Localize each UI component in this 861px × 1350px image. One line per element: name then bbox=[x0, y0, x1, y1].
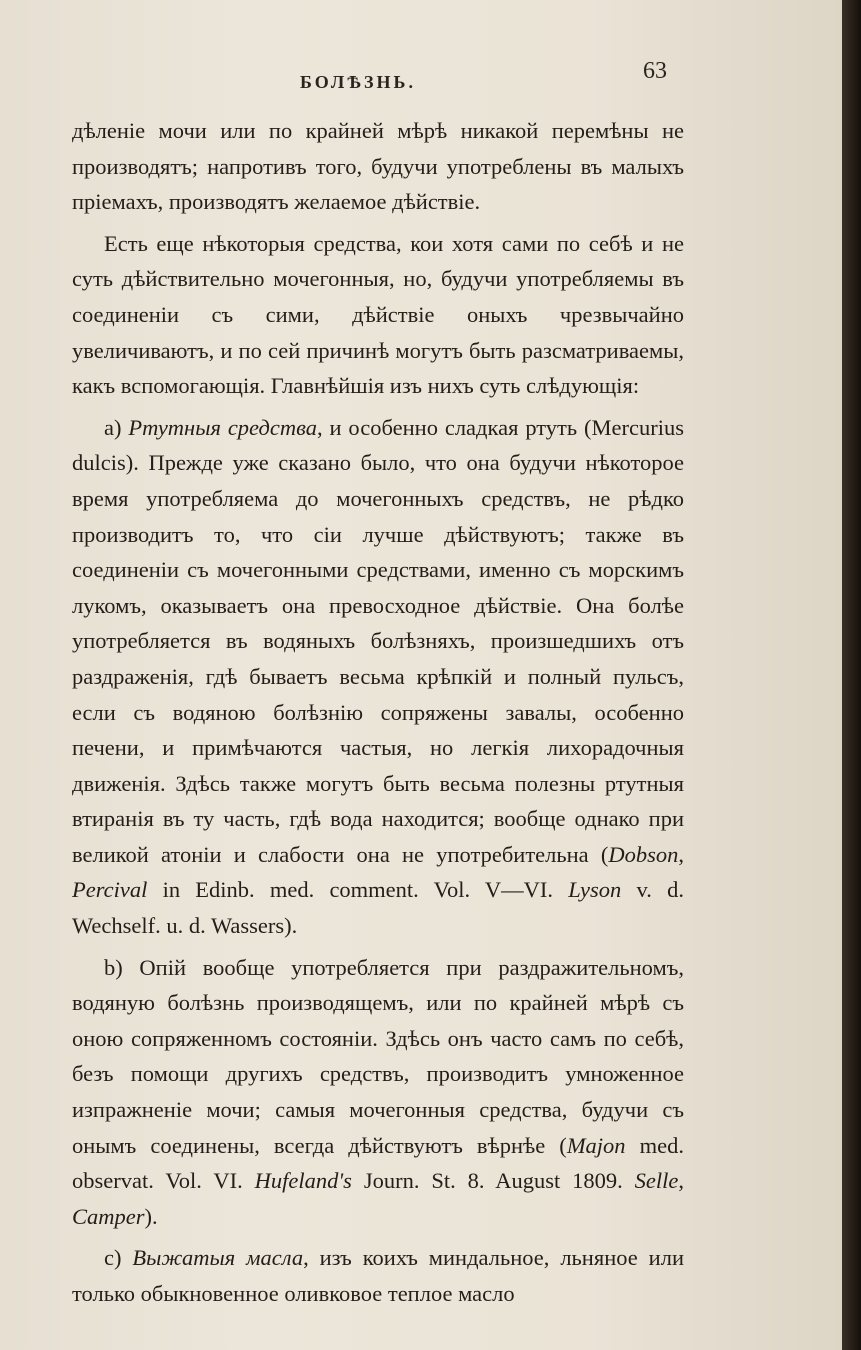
italic-text: Majon bbox=[566, 1132, 626, 1158]
page-number: 63 bbox=[643, 58, 667, 84]
text-segment: , и особенно сладкая ртуть (Mercurius dulcis). Прежде уже сказано было, что она будучи нѣкоторое время употребляема до мочегонныхъ средствъ, не рѣдко производитъ то, что сіи лучше дѣйствуютъ; также въ соединеніи съ мочегонными средствами, именно съ морскимъ лукомъ, оказываетъ она превосходное дѣйствіе. Она болѣе употребляется въ водяныхъ болѣзняхъ, произшедшихъ отъ раздраженія, гдѣ бываетъ весьма крѣпкій и полный пульсъ, если съ водяною болѣзнію сопряжены завалы, особенно печени, и примѣчаются частыя, но легкія лихорадочныя движенія. Здѣсь также могутъ быть весьма полезны ртутныя втиранія въ ту часть, гдѣ вода находится; вообще однако при великой атоніи и слабости она не употребительна ( bbox=[72, 414, 685, 867]
paragraph bbox=[72, 226, 684, 404]
text-segment: v. d. Wechself. u. d. Wassers). bbox=[72, 877, 684, 939]
running-head: БОЛѢЗНЬ. bbox=[300, 72, 416, 92]
page-header bbox=[0, 54, 842, 94]
text-segment: , bbox=[678, 1168, 684, 1194]
italic-text: Dobson bbox=[608, 841, 679, 867]
text-segment: Есть еще нѣкоторыя средства, кои хотя сами по себѣ и не суть дѣйствительно мочегонныя, но, будучи употребляемы въ соединеніи съ сими, дѣйствіе оныхъ чрезвычайно увеличиваютъ, и по сей причинѣ могутъ быть разсматриваемы, какъ вспомогающія. Главнѣйшія изъ нихъ суть слѣдующія: bbox=[72, 230, 684, 399]
book-spine bbox=[842, 0, 861, 1350]
text-segment: c) bbox=[104, 1245, 133, 1271]
paragraph bbox=[72, 1240, 684, 1311]
italic-text: Percival bbox=[72, 877, 148, 903]
italic-text: Ртутныя средства bbox=[128, 414, 317, 440]
text-segment: Journ. St. 8. August 1809. bbox=[351, 1168, 635, 1194]
italic-text: Lyson bbox=[568, 877, 622, 903]
italic-text: Selle bbox=[634, 1168, 679, 1194]
text-segment: b) Опій вообще употребляется при раздражительномъ, водяную болѣзнь производящемъ, или по крайней мѣрѣ съ оною сопряженномъ состояніи. Здѣсь онъ часто самъ по себѣ, безъ помощи другихъ средствъ, производитъ умноженное изпражненіе мочи; самыя мочегонныя средства, будучи съ онымъ соединены, всегда дѣйствуютъ вѣрнѣе ( bbox=[72, 954, 684, 1158]
body-text bbox=[72, 113, 684, 1318]
italic-text: Hufeland's bbox=[254, 1168, 352, 1194]
italic-text: Camper bbox=[72, 1203, 145, 1229]
text-segment: , изъ коихъ миндальное, льняное или только обыкновенное оливковое теплое масло bbox=[72, 1245, 684, 1306]
text-segment: a) bbox=[104, 414, 129, 440]
text-segment: in Edinb. med. comment. Vol. V—VI. bbox=[147, 877, 569, 903]
paragraph bbox=[72, 950, 684, 1235]
text-segment: med. observat. Vol. VI. bbox=[72, 1132, 684, 1194]
text-segment: дѣленіе мочи или по крайней мѣрѣ никакой перемѣны не производятъ; напротивъ того, будучи употреблены въ малыхъ пріемахъ, производятъ желаемое дѣйствіе. bbox=[72, 118, 684, 215]
text-segment: ). bbox=[144, 1203, 158, 1229]
italic-text: Выжатыя масла bbox=[132, 1245, 304, 1271]
text-segment: , bbox=[678, 841, 684, 867]
paragraph bbox=[72, 113, 684, 220]
paragraph bbox=[72, 410, 684, 944]
